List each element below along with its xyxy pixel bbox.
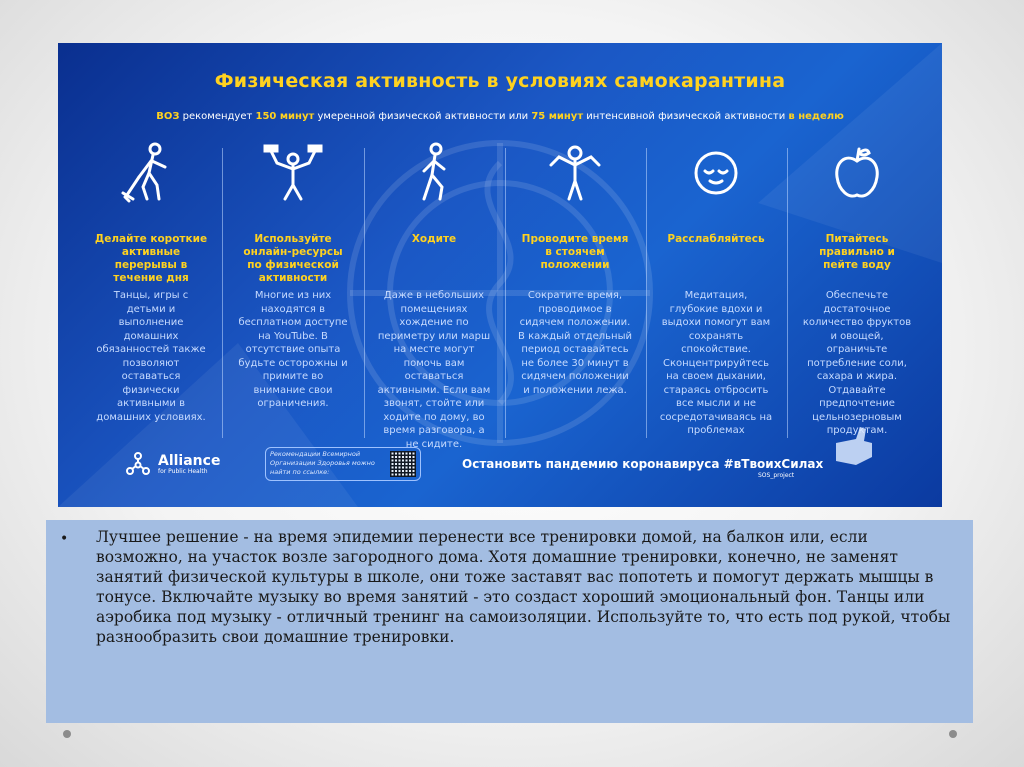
explanation-paragraph: Лучшее решение - на время эпидемии перенести все тренировки домой, на балкон или, если возможно, на участок возле загородного дома. Хотя домашние тренировки, конечно, не заменят занятий физической культуры в школе, они тоже заставят вас попотеть и помогут держать мышцы в тонусе. Включайте музыку во время занятий - это создаст хороший эмоциональный фон. Танцы или аэробика под музыку - отличный тренинг на самоизоляции. Используйте то, что есть под рукой, чтобы разнообразить свои домашние тренировки. — [96, 528, 951, 646]
bullet-marker: • — [60, 531, 69, 547]
who-recommendations-box — [265, 447, 421, 481]
alliance-logo-icon — [124, 451, 152, 477]
poster-title: Физическая активность в условиях самокарантина — [214, 70, 786, 92]
decorative-dot-left — [63, 730, 71, 738]
tip-heading: Питайтесь правильно и пейте воду — [819, 233, 895, 271]
tip-heading: Используйте онлайн-ресурсы по физической активности — [243, 233, 343, 284]
qr-code[interactable] — [390, 451, 416, 477]
tip-heading: Проводите время в стоячем положении — [521, 233, 629, 271]
who-note: Рекомендации Всемирной Организации Здоровья можно найти по ссылке: — [270, 450, 375, 476]
tip-body: Сократите время, проводимое в сидячем положении. В каждый отдельный период оставайтесь не более 30 минут в сидячем положении и положении лежа. — [518, 290, 632, 396]
explanation-text-box — [46, 520, 973, 723]
tip-body: Танцы, игры с детьми и выполнение домашних обязанностей также позволяют оставаться физически активными в домашних условиях. — [96, 290, 206, 423]
tip-column-online — [230, 141, 356, 411]
tip-heading: Делайте короткие активные перерывы в течение дня — [94, 233, 208, 284]
apple-icon — [827, 141, 887, 203]
tip-heading: Ходите — [411, 233, 457, 245]
tip-heading: Расслабляйтесь — [667, 233, 765, 245]
fist-hand-icon — [826, 421, 876, 471]
tip-column-nutrition — [794, 141, 920, 438]
alliance-logo — [124, 451, 220, 477]
person-dumbbells-icon — [263, 141, 323, 203]
tip-body: Обеспечьте достаточное количество фруктов и овощей, ограничьте потребление соли, сахара и жира. Отдавайте предпочтение цельнозерновым продуктам. — [802, 290, 912, 436]
tip-body: Даже в небольших помещениях хождение по периметру или марш на месте могут помочь вам оставаться активными. Если вам звонят, стойте или ходите по дому, во время разговора, а не сидите. — [377, 290, 491, 450]
alliance-subtitle: for Public Health — [158, 467, 208, 475]
tip-column-walk — [371, 141, 497, 451]
column-divider — [222, 148, 223, 438]
relaxed-face-icon — [686, 141, 746, 203]
person-sweeping-icon — [121, 141, 181, 203]
sos-project-label: SOS_project — [758, 472, 795, 479]
tip-body: Медитация, глубокие вдохи и выдохи помогут вам сохранять спокойствие. Сконцентрируйтесь на своем дыхании, стараясь отбросить все мысли и не сосредотачиваясь на проблемах — [659, 290, 773, 436]
column-divider — [364, 148, 365, 438]
campaign-slogan: Остановить пандемию коронавируса #вТвоихСилах — [462, 457, 824, 471]
person-walking-icon — [404, 141, 464, 203]
tip-column-breaks — [88, 141, 214, 424]
column-divider — [646, 148, 647, 438]
tip-column-relax — [653, 141, 779, 438]
person-standing-icon — [545, 141, 605, 203]
column-divider — [505, 148, 506, 438]
decorative-dot-right — [949, 730, 957, 738]
alliance-name: Alliance — [158, 452, 221, 469]
poster-subtitle: ВОЗ рекомендует 150 минут умеренной физической активности или 75 минут интенсивной физической активности в неделю — [156, 111, 844, 122]
column-divider — [787, 148, 788, 438]
tip-column-standing — [512, 141, 638, 397]
tip-body: Многие из них находятся в бесплатном доступе на YouTube. В отсутствие опыта будьте осторожны и примите во внимание свои ограничения. — [238, 290, 348, 409]
infographic-poster — [58, 43, 942, 507]
